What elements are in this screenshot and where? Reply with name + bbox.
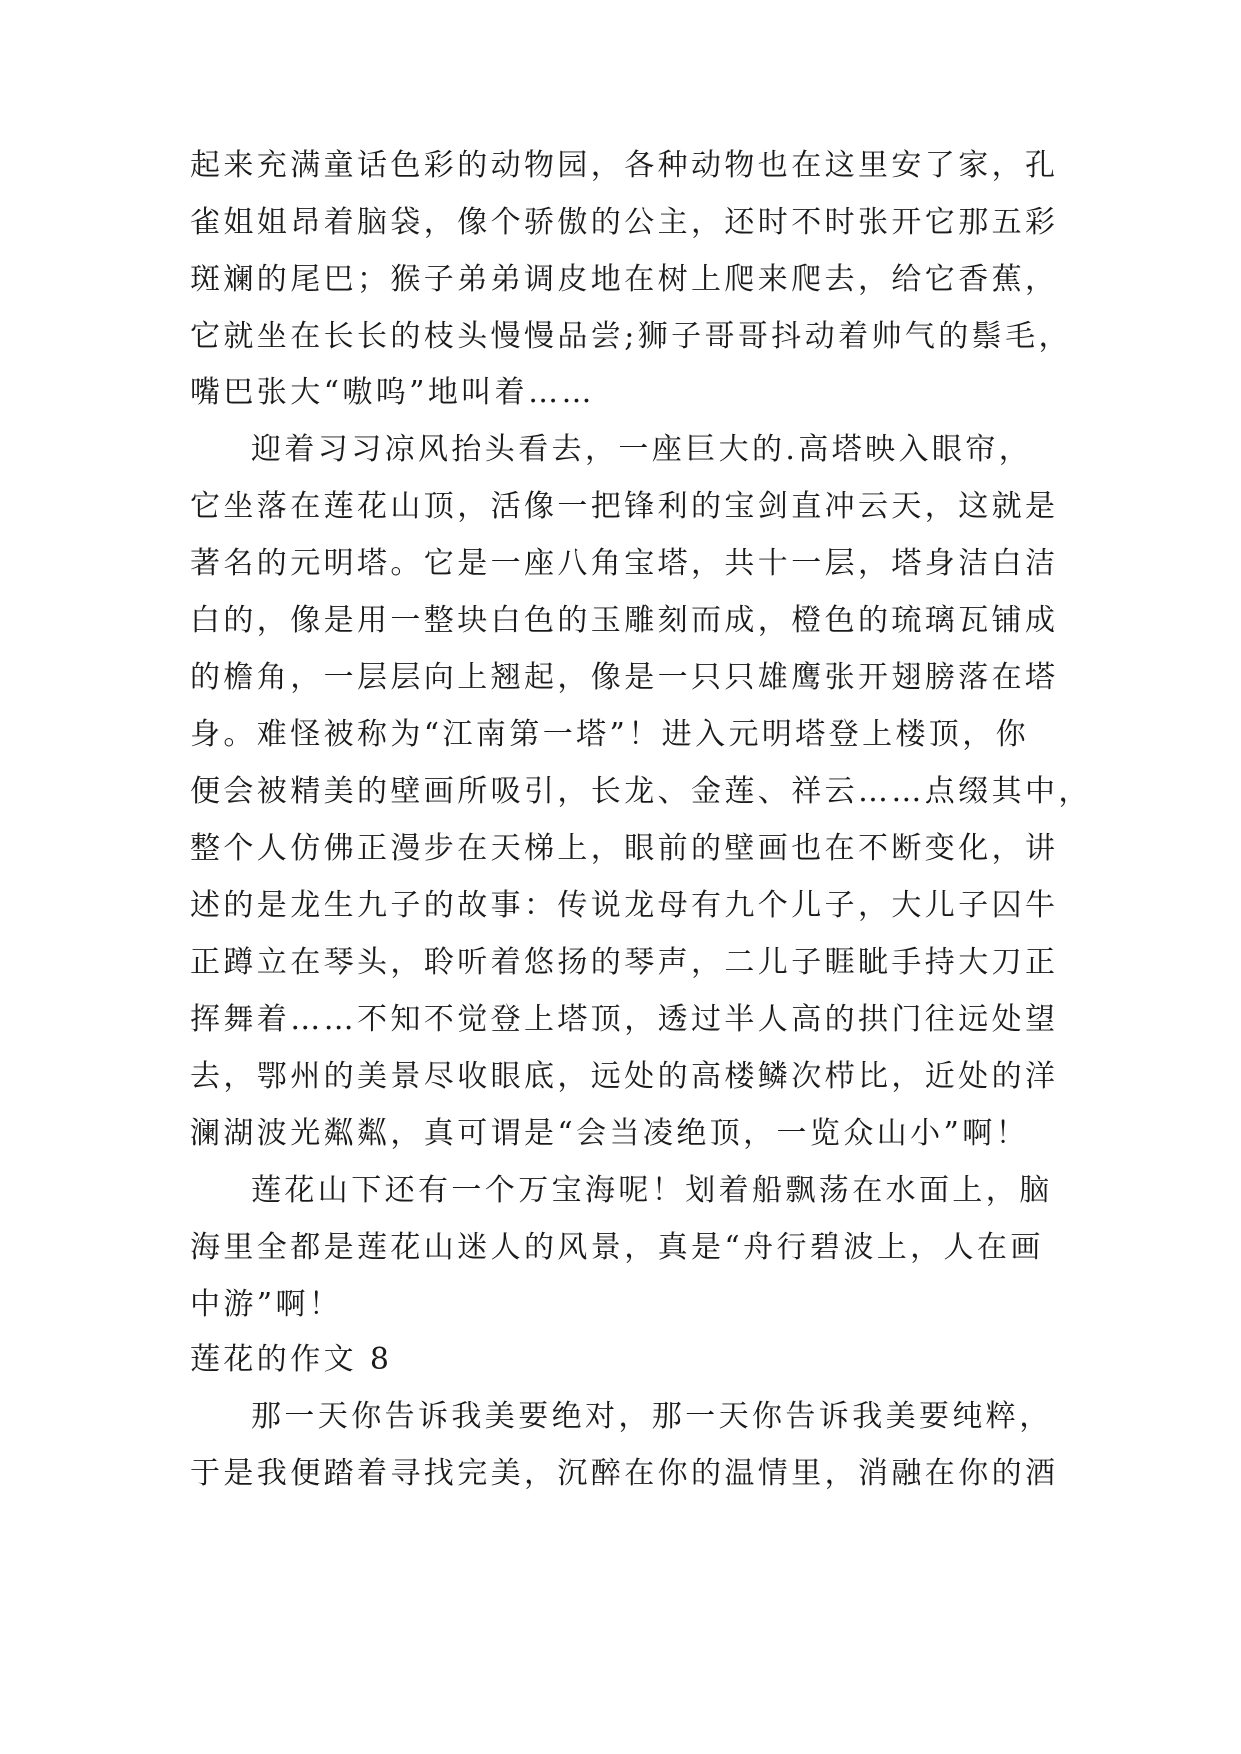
text-line: 它就坐在长长的枝头慢慢品尝;狮子哥哥抖动着帅气的鬃毛，	[190, 319, 1072, 354]
text-line: 中游”啊！	[190, 1287, 343, 1322]
text-line: 挥舞着……不知不觉登上塔顶，透过半人高的拱门往远处望	[190, 1002, 1059, 1037]
text-line: 便会被精美的壁画所吸引，长龙、金莲、祥云……点缀其中，	[190, 774, 1092, 809]
text-line: 雀姐姐昂着脑袋，像个骄傲的公主，还时不时张开它那五彩	[190, 205, 1059, 240]
paragraph-first-line: 那一天你告诉我美要绝对，那一天你告诉我美要纯粹，	[251, 1399, 1053, 1434]
text-line: 它坐落在莲花山顶，活像一把锋利的宝剑直冲云天，这就是	[190, 489, 1059, 524]
text-line: 斑斓的尾巴；猴子弟弟调皮地在树上爬来爬去，给它香蕉，	[190, 262, 1059, 297]
text-line: 白的，像是用一整块白色的玉雕刻而成，橙色的琉璃瓦铺成	[190, 603, 1059, 638]
text-line: 澜湖波光粼粼，真可谓是“会当凌绝顶，一览众山小”啊！	[190, 1116, 1030, 1151]
text-line: 起来充满童话色彩的动物园，各种动物也在这里安了家，孔	[190, 148, 1059, 183]
text-line: 海里全都是莲花山迷人的风景，真是“舟行碧波上，人在画	[190, 1230, 1044, 1265]
text-line: 正蹲立在琴头，聆听着悠扬的琴声，二儿子睚眦手持大刀正	[190, 945, 1059, 980]
text-line: 于是我便踏着寻找完美，沉醉在你的温情里，消融在你的酒	[190, 1456, 1059, 1491]
text-line: 著名的元明塔。它是一座八角宝塔，共十一层，塔身洁白洁	[190, 546, 1059, 581]
text-line: 述的是龙生九子的故事：传说龙母有九个儿子，大儿子囚牛	[190, 888, 1059, 923]
text-line: 嘴巴张大“嗷呜”地叫着……	[190, 375, 595, 410]
paragraph-first-line: 迎着习习凉风抬头看去，一座巨大的.高塔映入眼帘，	[251, 432, 1033, 467]
text-line: 去，鄂州的美景尽收眼底，远处的高楼鳞次栉比，近处的洋	[190, 1059, 1059, 1094]
section-heading: 莲花的作文 8	[190, 1342, 393, 1377]
text-line: 整个人仿佛正漫步在天梯上，眼前的壁画也在不断变化，讲	[190, 831, 1059, 866]
text-line: 身。难怪被称为“江南第一塔”！进入元明塔登上楼顶，你	[190, 717, 1030, 752]
paragraph-first-line: 莲花山下还有一个万宝海呢！划着船飘荡在水面上，脑	[251, 1173, 1053, 1208]
text-line: 的檐角，一层层向上翘起，像是一只只雄鹰张开翅膀落在塔	[190, 660, 1059, 695]
